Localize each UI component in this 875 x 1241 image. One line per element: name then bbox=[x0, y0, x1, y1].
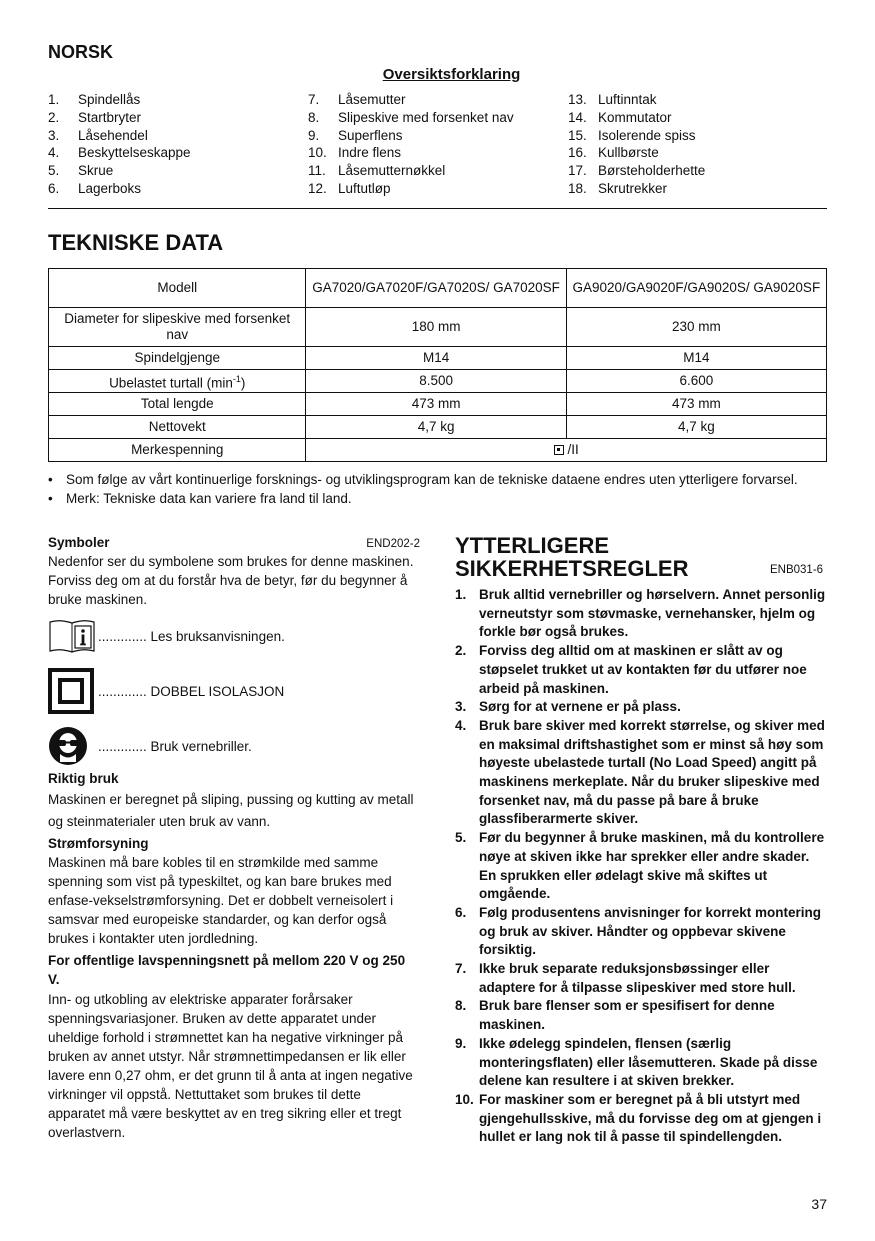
table-cell: 4,7 kg bbox=[566, 416, 826, 439]
safety-heading bbox=[455, 534, 688, 580]
low-voltage-title: For offentlige lavspenningsnett på mellom 220 V og 250 V. bbox=[48, 953, 406, 987]
power-supply-title: Strømforsyning bbox=[48, 836, 149, 851]
table-cell: Nettovekt bbox=[49, 416, 306, 439]
overview-column-2 bbox=[308, 91, 514, 198]
table-row bbox=[49, 347, 827, 370]
intended-use-text: Maskinen er beregnet på sliping, pussing og kutting av metall og steinmaterialer uten bruk av vann. bbox=[48, 792, 414, 829]
page-number: 37 bbox=[811, 1196, 827, 1212]
overview-item: 3. Låsehendel bbox=[48, 127, 148, 143]
symbol-text: ............. DOBBEL ISOLASJON bbox=[98, 683, 285, 699]
symbol-row bbox=[48, 668, 284, 714]
list-item: 10. For maskiner som er beregnet på å bli utstyrt med gjengehullsskive, må du forvisse deg om at gjengen i hullet er lang nok til å passe til spindellengden. bbox=[455, 1091, 822, 1145]
list-item: 1. Bruk alltid vernebriller og hørselvern. Annet personlig verneutstyr som støvmaske, vernehansker, hjelm og forkle bør også brukes. bbox=[455, 587, 826, 640]
overview-item: 4. Beskyttelseskappe bbox=[48, 145, 191, 161]
symbol-text: ............. Les bruksanvisningen. bbox=[98, 628, 285, 644]
tech-data-heading: TEKNISKE DATA bbox=[48, 230, 224, 255]
table-row bbox=[49, 308, 827, 347]
symbol-row bbox=[48, 618, 285, 654]
table-cell: 473 mm bbox=[306, 393, 566, 416]
overview-item: 9. Superflens bbox=[308, 127, 403, 143]
list-item: 8. Bruk bare flenser som er spesifisert for denne maskinen. bbox=[455, 998, 775, 1033]
overview-item: 1. Spindellås bbox=[48, 92, 141, 107]
list-item: 9. Ikke ødelegg spindelen, flensen (særlig monteringsflaten) eller låsemutteren. Skade på disse delene kan resultere i at skiven brekker. bbox=[455, 1035, 818, 1089]
table-row bbox=[49, 269, 827, 308]
table-cell: 473 mm bbox=[566, 393, 826, 416]
list-item: 5. Før du begynner å bruke maskinen, må du kontrollere nøye at skiven ikke har sprekker eller andre skader. En sprukken eller ødelagt skive må skiftes ut omgående. bbox=[455, 830, 825, 902]
symbols-header bbox=[48, 533, 420, 554]
overview-item: 18. Skrutrekker bbox=[568, 180, 668, 196]
section-divider bbox=[48, 208, 827, 209]
symbols-code: END202-2 bbox=[366, 538, 420, 550]
table-row bbox=[49, 393, 827, 416]
double-insulation-icon bbox=[554, 445, 564, 455]
symbol-row bbox=[48, 726, 252, 766]
list-item: 3. Sørg for at vernene er på plass. bbox=[455, 699, 681, 715]
overview-item: 8. Slipeskive med forsenket nav bbox=[308, 109, 514, 125]
list-item: 7. Ikke bruk separate reduksjonsbøssinger eller adaptere for å tilpasse slipeskiver med store hull. bbox=[455, 961, 796, 995]
table-cell: M14 bbox=[306, 347, 566, 370]
table-cell: 180 mm bbox=[306, 308, 566, 347]
safety-heading-line: YTTERLIGERE bbox=[455, 533, 610, 558]
table-cell: GA7020/GA7020F/GA7020S/ GA7020SF bbox=[306, 269, 566, 308]
manual-icon bbox=[48, 618, 96, 654]
double-insulation-icon bbox=[48, 668, 94, 714]
overview-item: 11. Låsemutternøkkel bbox=[308, 163, 446, 179]
overview-item: 16. Kullbørste bbox=[568, 145, 659, 161]
overview-item: 2. Startbryter bbox=[48, 109, 142, 125]
table-row bbox=[49, 439, 827, 462]
table-cell: Modell bbox=[49, 269, 306, 308]
table-cell: /II bbox=[306, 439, 827, 462]
table-row bbox=[49, 370, 827, 393]
overview-item: 17. Børsteholderhette bbox=[568, 163, 706, 179]
table-cell: Total lengde bbox=[49, 393, 306, 416]
list-item: 2. Forviss deg alltid om at maskinen er slått av og støpselet trukket ut av kontakten før du utfører noe arbeid på maskinen. bbox=[455, 643, 807, 696]
symbols-title: Symboler bbox=[48, 535, 110, 550]
safety-rules-list bbox=[455, 586, 827, 1147]
table-cell: Merkespenning bbox=[49, 439, 306, 462]
table-cell: 230 mm bbox=[566, 308, 826, 347]
table-cell: GA9020/GA9020F/GA9020S/ GA9020SF bbox=[566, 269, 826, 308]
table-cell: Diameter for slipeskive med forsenket nav bbox=[49, 308, 306, 347]
language-heading: NORSK bbox=[48, 42, 114, 62]
list-item: • Merk: Tekniske data kan variere fra land til land. bbox=[48, 491, 352, 506]
overview-item: 15. Isolerende spiss bbox=[568, 127, 696, 143]
table-cell: 4,7 kg bbox=[306, 416, 566, 439]
safety-glasses-icon bbox=[48, 726, 88, 766]
table-cell: M14 bbox=[566, 347, 826, 370]
list-item: • Som følge av vårt kontinuerlige forsknings- og utviklingsprogram kan de tekniske dataene endres uten ytterligere forvarsel. bbox=[48, 472, 798, 487]
intended-use-title: Riktig bruk bbox=[48, 771, 119, 786]
table-cell: Ubelastet turtall $(\min^{-1})$ bbox=[49, 370, 306, 393]
overview-item: 7. Låsemutter bbox=[308, 92, 406, 107]
overview-item: 10. Indre flens bbox=[308, 145, 402, 161]
overview-item: 5. Skrue bbox=[48, 163, 114, 179]
list-item: 4. Bruk bare skiver med korrekt størrelse, og skiver med en maksimal driftshastighet som er minst så høy som høyeste ubelastede turtall (No Load Speed) angitt på maskinens merkeplate. Når du bruker slipeskive med forsenket nav, må du passe på bare å bruke glassfiberarmerte skiver. bbox=[455, 717, 825, 827]
symbol-text: ............. Bruk vernebriller. bbox=[98, 738, 252, 754]
tech-notes bbox=[48, 470, 827, 508]
table-cell: Spindelgjenge bbox=[49, 347, 306, 370]
overview-column-3 bbox=[568, 91, 705, 198]
power-supply-text: Maskinen må bare kobles til en strømkilde med samme spenning som vist på typeskiltet, og kan bare brukes med enfase-vekselstrømforsyning. Det er dobbelt verneisolert i samsvar med europeiske standarder, og kan derfor også brukes i kontakter uten jordledning. bbox=[48, 855, 394, 946]
table-row bbox=[49, 416, 827, 439]
symbols-intro: Nedenfor ser du symbolene som brukes for denne maskinen. Forviss deg om at du forstår hva de betyr, før du begynner å bruke maskinen. bbox=[48, 554, 414, 607]
overview-item: 13. Luftinntak bbox=[568, 92, 657, 107]
safety-code: ENB031-6 bbox=[770, 564, 824, 576]
low-voltage-text: Inn- og utkobling av elektriske apparater forårsaker spenningsvariasjoner. Bruken av dette apparatet under uheldige forhold i strømnettet kan ha negative virkninger på bruken av annet utstyr. Når strømnettimpedansen er lik eller lavere enn 0,27 ohm, er det grunn til å anta at ingen negative virkninger vil oppstå. Nettuttaket som brukes til dette apparatet må være beskyttet av en treg sikring eller et tregt overlastvern. bbox=[48, 992, 413, 1140]
overview-item: 12. Luftutløp bbox=[308, 180, 391, 196]
overview-item: 14. Kommutator bbox=[568, 109, 672, 125]
overview-title: Oversiktsforklaring bbox=[382, 66, 521, 83]
list-item: 6. Følg produsentens anvisninger for korrekt montering og bruk av skiver. Håndter og oppbevar skivene forsiktig. bbox=[455, 904, 822, 958]
overview-column-1 bbox=[48, 91, 191, 198]
spec-table bbox=[48, 268, 827, 462]
table-cell: 8.500 bbox=[306, 370, 566, 393]
table-cell: 6.600 bbox=[566, 370, 826, 393]
safety-heading-line: SIKKERHETSREGLER bbox=[455, 556, 689, 581]
overview-item: 6. Lagerboks bbox=[48, 180, 142, 196]
